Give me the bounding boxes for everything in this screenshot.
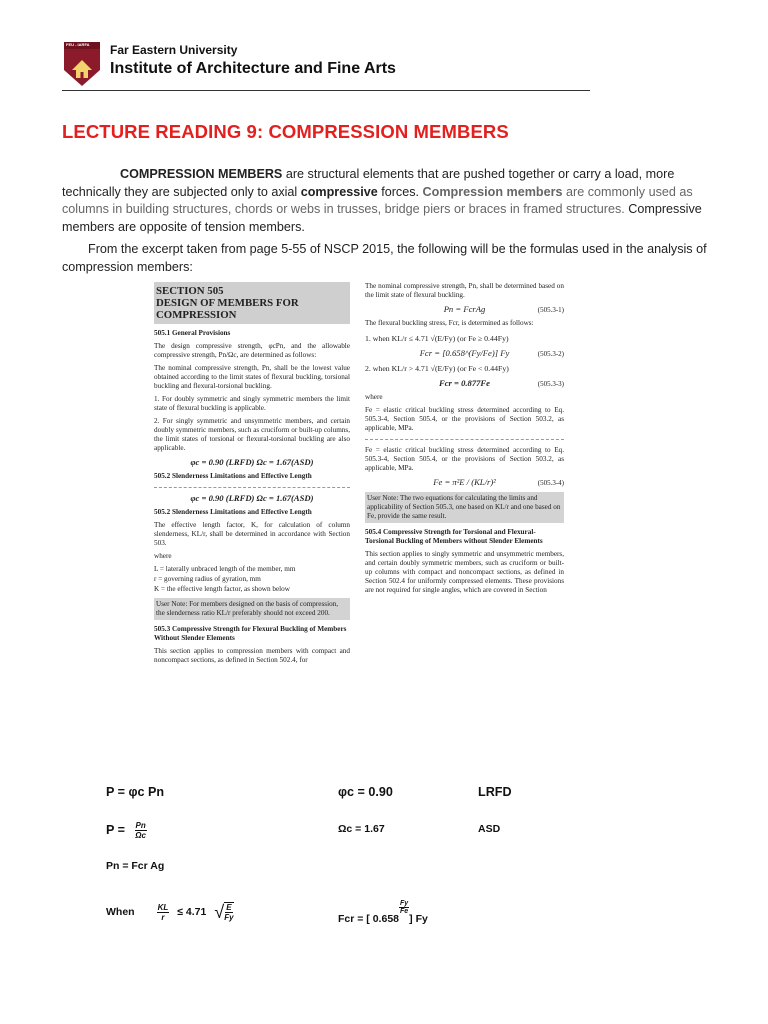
nscp-excerpt-image xyxy=(154,282,564,734)
intro-compressive: compressive xyxy=(300,184,378,199)
scan-separator-right xyxy=(365,439,564,440)
section-505-4-text: This section applies to singly symmetric and unsymmetric members, and certain doubly symmetric members, such as cruciform or built-up columns with compact and noncompact sections, as defined in Section 502.4 for uniformly compressed elements. These provisions are not required for single angles, which are covered in Section xyxy=(365,550,564,594)
fe-definition-repeat: Fe = elastic critical buckling stress determined according to Eq. 505.3-4, Section 505.4, or the provisions of Section 503.2, as applicable, MPa. xyxy=(365,446,564,472)
section-505-3-text: This section applies to compression members with compact and noncompact sections, as defined in Section 502.4, for xyxy=(154,647,350,664)
formula-fcr xyxy=(338,900,428,925)
frac-denominator: Ωc xyxy=(135,831,146,840)
exp-denominator: Fe xyxy=(400,908,409,915)
formula-pn: Pn = Fcr Ag xyxy=(106,860,165,872)
sqrt-icon: √ xyxy=(214,902,225,922)
section-title-box xyxy=(154,282,350,324)
formula-phi-value: φc = 0.90 xyxy=(338,785,393,799)
phi-omega-equation: φc = 0.90 (LRFD) Ωc = 1.67(ASD) xyxy=(190,457,314,467)
institute-name: Institute of Architecture and Fine Arts xyxy=(110,60,396,77)
intro-text-b: forces. xyxy=(377,184,423,199)
exp-numerator: Fy xyxy=(400,900,409,907)
heading-505-2: 505.2 Slenderness Limitations and Effective Length xyxy=(154,472,312,480)
heading-505-2-repeat: 505.2 Slenderness Limitations and Effective Length xyxy=(154,508,312,516)
definition-r: r = governing radius of gyration, mm xyxy=(154,575,261,583)
nominal-strength-text: The nominal compressive strength, Pn, shall be the lowest value obtained according to the limit states of flexural buckling, torsional buckling and flexural-torsional buckling. xyxy=(154,364,350,390)
intro-text-c: Compressive members are opposite of tension members. xyxy=(62,202,702,234)
fe-definition: Fe = elastic critical buckling stress determined according to Eq. 505.3-4, Section 505.4, or the provisions of Section 503.2, as applicable, MPa. xyxy=(365,406,564,432)
definition-K: K = the effective length factor, as shown below xyxy=(154,585,290,593)
excerpt-right-column xyxy=(365,282,564,599)
intro-gray-bold: Compression members xyxy=(422,184,563,199)
excerpt-intro-text: From the excerpt taken from page 5-55 of NSCP 2015, the following will be the formulas used in the analysis of compression members: xyxy=(62,242,707,274)
fcr-equation-2-text: Fcr = 0.877Fe xyxy=(439,378,490,388)
r-denominator: r xyxy=(161,912,165,922)
le-471: ≤ 4.71 xyxy=(177,906,207,918)
nominal-flexural-text: The nominal compressive strength, Pn, shall be determined based on the limit state of flexural buckling. xyxy=(365,282,564,299)
kl-numerator: KL xyxy=(157,902,169,912)
section-title-2: DESIGN OF MEMBERS FOR COMPRESSION xyxy=(156,297,299,321)
e-over-fy xyxy=(224,902,233,922)
fy-over-fe-exponent xyxy=(399,900,409,915)
pn-equation-text: Pn = FcrAg xyxy=(443,304,486,314)
flexural-stress-text: The flexural buckling stress, Fcr, is determined as follows: xyxy=(365,319,534,327)
eq-number-4: (505.3-4) xyxy=(537,479,564,487)
logo-text: FEU - IARFA xyxy=(66,42,90,47)
university-name: Far Eastern University xyxy=(110,43,238,57)
when-label: When xyxy=(106,906,135,918)
heading-505-4: 505.4 Compressive Strength for Torsional and Flexural-Torsional Buckling of Members without Slender Elements xyxy=(365,528,543,545)
fe-equation xyxy=(365,478,564,487)
frac-numerator: Pn xyxy=(135,821,146,830)
fcr-rhs: ] Fy xyxy=(409,913,428,925)
eq-number-3: (505.3-3) xyxy=(537,380,564,388)
list-item-1: 1. For doubly symmetric and singly symmetric members the limit state of flexural buckling is applicable. xyxy=(154,395,350,412)
fcr-equation-1 xyxy=(365,349,564,358)
heading-505-3: 505.3 Compressive Strength for Flexural Buckling of Members Without Slender Elements xyxy=(154,625,347,642)
effective-length-text: The effective length factor, K, for calculation of column slenderness, KL/r, shall be determined in accordance with Section 503. xyxy=(154,521,350,547)
pn-equation xyxy=(365,305,564,314)
page-title: LECTURE READING 9: COMPRESSION MEMBERS xyxy=(62,121,509,142)
kl-over-r xyxy=(157,903,170,922)
intro-gray-text: are commonly used as columns in building structures, chords or webs in trusses, bridge piers or braces in framed structures. xyxy=(62,184,693,216)
formula-omega-value: Ωc = 1.67 xyxy=(338,823,385,835)
header-rule xyxy=(62,90,590,91)
intro-text-a: are structural elements that are pushed together or carry a load, more technically they are subjected only to axial xyxy=(62,167,675,199)
definition-L: L = laterally unbraced length of the member, mm xyxy=(154,565,296,573)
phi-omega-equation-repeat: φc = 0.90 (LRFD) Ωc = 1.67(ASD) xyxy=(190,493,314,503)
fcr-equation-2 xyxy=(365,379,564,388)
formula-p-lrfd: P = φc Pn xyxy=(106,785,165,799)
fe-equation-text: Fe = π²E / (KL/r)² xyxy=(433,477,496,487)
formula-when-condition xyxy=(106,902,234,922)
intro-paragraph xyxy=(62,166,722,236)
formula-p-asd xyxy=(106,821,147,840)
condition-2: 2. when KL/r > 4.71 √(E/Fy) (or Fe < 0.44Fy) xyxy=(365,364,509,373)
excerpt-intro-paragraph xyxy=(62,241,722,276)
where-label: where xyxy=(154,552,172,560)
eq-number-2: (505.3-2) xyxy=(537,350,564,358)
formula-pn-over-omega xyxy=(135,821,147,840)
formula-p-asd-lhs: P = xyxy=(106,822,126,837)
condition-1: 1. when KL/r ≤ 4.71 √(E/Fy) (or Fe ≥ 0.44Fy) xyxy=(365,334,509,343)
formula-asd-label: ASD xyxy=(478,823,501,835)
fcr-lhs: Fcr = [ 0.658 xyxy=(338,913,399,925)
heading-505-1: 505.1 General Provisions xyxy=(154,329,231,337)
user-note-slenderness: User Note: For members designed on the basis of compression, the slenderness ratio KL/r preferably should not exceed 200. xyxy=(154,598,350,620)
excerpt-left-column xyxy=(154,282,350,669)
feu-logo xyxy=(62,40,102,88)
user-note-limits: User Note: The two equations for calculating the limits and applicability of Section 505.3, one based on KL/r and one based on Fe, provide the same result. xyxy=(365,492,564,523)
e-numerator: E xyxy=(226,903,232,912)
formula-lrfd-label: LRFD xyxy=(478,785,512,799)
list-item-2: 2. For singly symmetric and unsymmetric members, and certain doubly symmetric members, such as cruciform or built-up columns, the limit states of torsional or flexural-torsional buckling are also applicable. xyxy=(154,417,350,452)
variable-definitions xyxy=(154,565,350,594)
section-title-1: SECTION 505 xyxy=(156,285,224,297)
scan-separator xyxy=(154,487,350,488)
eq-number-1: (505.3-1) xyxy=(537,306,564,314)
fy-denominator: Fy xyxy=(224,913,234,922)
fcr-equation-1-text: Fcr = [0.658^(Fy/Fe)] Fy xyxy=(419,348,510,358)
design-strength-text: The design compressive strength, φcPn, and the allowable compressive strength, Pn/Ωc, are determined as follows: xyxy=(154,342,350,359)
right-where-label: where xyxy=(365,393,383,401)
intro-term: COMPRESSION MEMBERS xyxy=(120,167,283,181)
